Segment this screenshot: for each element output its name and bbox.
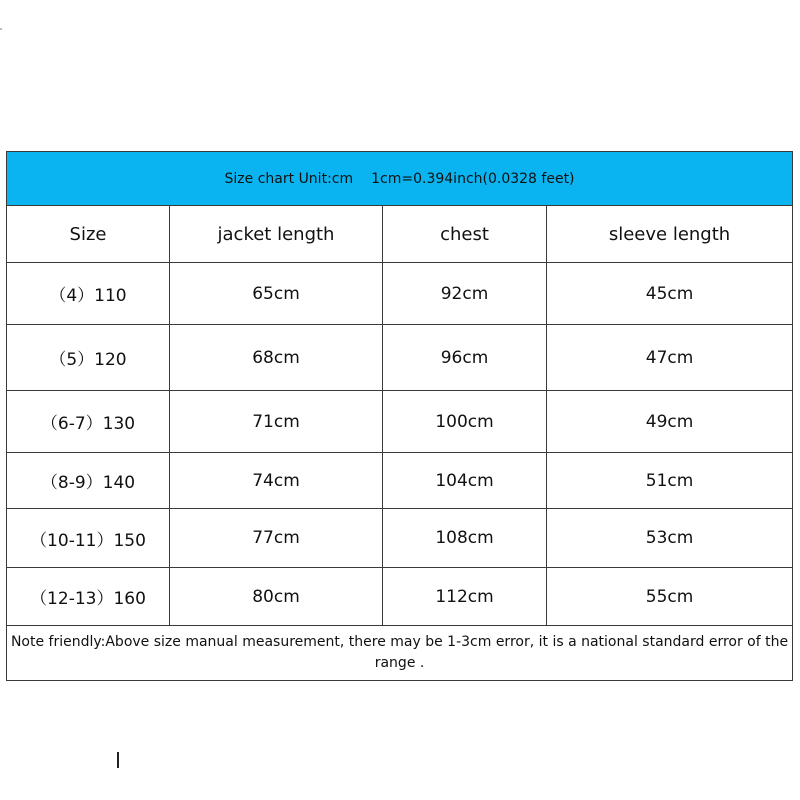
jacket-length-cell: 68cm [170,325,383,391]
sleeve-length-cell: 45cm [547,263,793,325]
text-cursor-mark [117,752,119,768]
size-cell: （12-13）160 [7,568,170,626]
size-cell: （6-7）130 [7,391,170,453]
chest-cell: 112cm [383,568,547,626]
table-row [7,509,793,568]
size-cell: （4）110 [7,263,170,325]
chest-cell: 104cm [383,453,547,509]
column-header-chest: chest [383,206,547,263]
chest-cell: 96cm [383,325,547,391]
chest-cell: 92cm [383,263,547,325]
table-row [7,453,793,509]
corner-speck [0,28,2,30]
chart-title-unit: Size chart Unit:cm [224,170,354,187]
sleeve-length-cell: 49cm [547,391,793,453]
table-row [7,391,793,453]
chart-title-conversion: 1cm=0.394inch(0.0328 feet) [371,170,575,187]
jacket-length-cell: 71cm [170,391,383,453]
size-chart-table [6,151,793,681]
header-row [7,206,793,263]
jacket-length-cell: 65cm [170,263,383,325]
size-note: Note friendly:Above size manual measurement, there may be 1-3cm error, it is a national standard error of the range . [7,626,793,681]
chart-title [7,152,793,206]
table-row [7,325,793,391]
note-row [7,626,793,681]
table-row [7,263,793,325]
size-cell: （8-9）140 [7,453,170,509]
sleeve-length-cell: 47cm [547,325,793,391]
sleeve-length-cell: 53cm [547,509,793,568]
title-row [7,152,793,206]
chest-cell: 100cm [383,391,547,453]
size-cell: （5）120 [7,325,170,391]
sleeve-length-cell: 51cm [547,453,793,509]
column-header-size: Size [7,206,170,263]
chest-cell: 108cm [383,509,547,568]
table-row [7,568,793,626]
sleeve-length-cell: 55cm [547,568,793,626]
column-header-jacket-length: jacket length [170,206,383,263]
jacket-length-cell: 77cm [170,509,383,568]
jacket-length-cell: 80cm [170,568,383,626]
jacket-length-cell: 74cm [170,453,383,509]
column-header-sleeve-length: sleeve length [547,206,793,263]
size-cell: （10-11）150 [7,509,170,568]
